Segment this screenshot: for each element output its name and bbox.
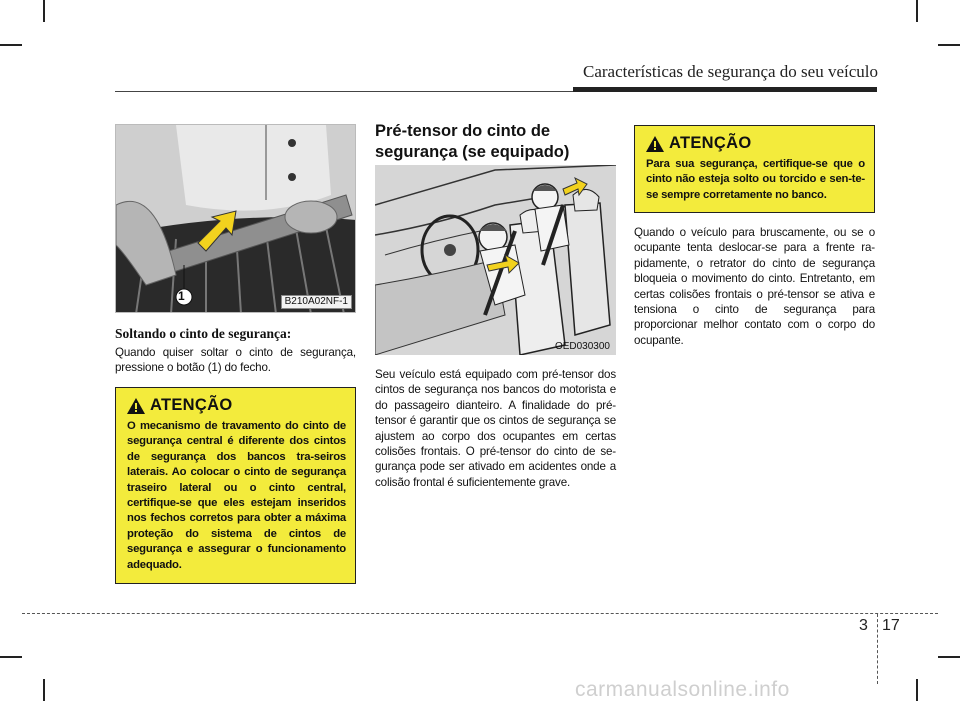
warning-text: O mecanismo de travamento do cinto de segurança central é diferente dos cintos de segurança dos bancos tra-seiros laterais. Ao colocar o cinto de segurança traseiro lateral ou o cinto central, certifique-se que eles estejam inseridos nos fechos corretos para obter a máxima proteção do sistema de cintos de segurança e assegurar o funcionamento adequado.	[127, 420, 346, 571]
footer-rule	[22, 613, 938, 614]
seatbelt-buckle-illustration	[116, 125, 356, 313]
crop-mark	[916, 679, 918, 701]
crop-mark	[0, 44, 22, 46]
crop-mark	[938, 44, 960, 46]
body-retractor: Quando o veículo para bruscamente, ou se o ocupante tenta deslocar-se para a frente ra-pidamente, o retrator do cinto de segurança bloqueia o movimento do cinto. Entretanto, em certas colisões frontais o pré-tensor se ativa e tensiona o cinto de segurança para proporcionar melhor contato com o corpo do ocupante.	[634, 226, 875, 347]
pretensioner-illustration	[375, 165, 616, 355]
warning-triangle-icon	[646, 136, 664, 152]
crop-mark	[916, 0, 918, 22]
crop-mark	[0, 656, 22, 658]
body-pretensioner: Seu veículo está equipado com pré-tensor dos cintos de segurança nos bancos do motorista e do passageiro dianteiro. A finalidade do pré-tensor é garantir que os cintos de segurança se ajustem ao corpo dos ocupantes em certas colisões frontais. O pré-tensor do cinto de se-gurança pode ser ativado em acidentes onde a colisão frontal é suficientemente grave.	[375, 368, 616, 489]
figure-code: OED030300	[554, 341, 610, 352]
page-number: 17	[882, 617, 900, 634]
body-release-belt: Quando quiser soltar o cinto de segurança, pressione o botão (1) do fecho.	[115, 346, 356, 375]
subheading-release-belt: Soltando o cinto de segurança:	[115, 326, 292, 341]
seatbelt-buckle-photo	[115, 124, 356, 313]
crop-mark	[43, 0, 45, 22]
warning-triangle-icon	[127, 398, 145, 414]
header-rule-accent	[573, 87, 877, 92]
car-interior-illustration	[375, 165, 616, 355]
warning-title: ATENÇÃO	[150, 396, 233, 414]
chapter-number: 3	[859, 617, 868, 634]
warning-header	[127, 396, 346, 415]
warning-text: Para sua segurança, certifique-se que o cinto não esteja solto ou torcido e sen-te-se sempre corretamente no banco.	[646, 158, 865, 201]
page-header-title: Características de segurança do seu veículo	[582, 62, 878, 81]
warning-box-belt-position	[634, 125, 875, 213]
watermark: carmanualsonline.info	[575, 678, 790, 701]
warning-title: ATENÇÃO	[669, 134, 752, 152]
crop-mark	[43, 679, 45, 701]
figure-callout-number: 1	[178, 289, 185, 303]
warning-header	[646, 134, 865, 153]
warning-box-central-belt	[115, 387, 356, 584]
figure-code: B210A02NF-1	[281, 295, 352, 309]
footer-divider	[877, 614, 878, 684]
crop-mark	[938, 656, 960, 658]
section-title-pretensioner: Pré-tensor do cinto de segurança (se equipado)	[375, 122, 570, 161]
